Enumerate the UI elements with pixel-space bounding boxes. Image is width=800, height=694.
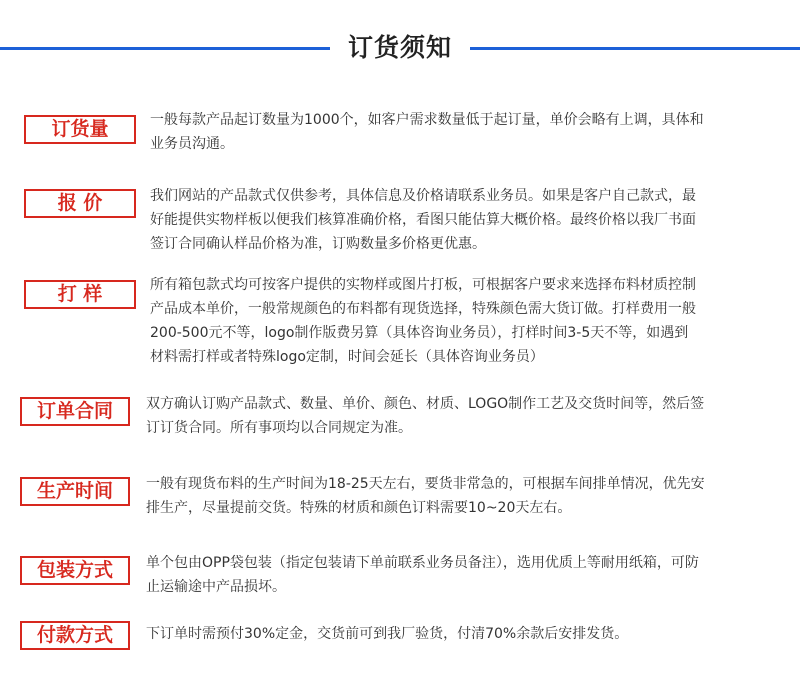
item-description <box>146 551 790 599</box>
item-description <box>150 273 790 369</box>
item-label: 订单合同 <box>20 397 130 426</box>
description-line: 双方确认订购产品款式、数量、单价、颜色、材质、LOGO制作工艺及交货时间等，然后签 <box>146 396 705 412</box>
section-header <box>0 28 800 68</box>
item-description <box>146 472 790 520</box>
description-line: 订订货合同。所有事项均以合同规定为准。 <box>146 420 412 436</box>
description-line: 好能提供实物样板以便我们核算准确价格，看图只能估算大概价格。最终价格以我厂书面 <box>150 212 696 228</box>
description-line: 一般有现货布料的生产时间为18-25天左右，要货非常急的，可根据车间排单情况，优先安 <box>146 476 705 492</box>
item-label: 打 样 <box>24 280 136 309</box>
description-line: 所有箱包款式均可按客户提供的实物样或图片打板，可根据客户要求来选择布料材质控制 <box>150 277 696 293</box>
item-label: 订货量 <box>24 115 136 144</box>
description-line: 单个包由OPP袋包装（指定包装请下单前联系业务员备注），选用优质上等耐用纸箱，可防 <box>146 555 699 571</box>
item-label: 生产时间 <box>20 477 130 506</box>
item-label: 付款方式 <box>20 621 130 650</box>
header-right-line <box>470 47 800 50</box>
item-label: 报 价 <box>24 189 136 218</box>
description-line: 止运输途中产品损坏。 <box>146 579 286 595</box>
description-line: 一般每款产品起订数量为1000个，如客户需求数量低于起订量，单价会略有上调，具体和 <box>150 112 704 128</box>
description-line: 下订单时需预付30%定金，交货前可到我厂验货，付清70%余款后安排发货。 <box>146 626 629 642</box>
item-description <box>150 108 790 156</box>
description-line: 产品成本单价，一般常规颜色的布料都有现货选择，特殊颜色需大货订做。打样费用一般 <box>150 301 696 317</box>
description-line: 我们网站的产品款式仅供参考，具体信息及价格请联系业务员。如果是客户自己款式，最 <box>150 188 696 204</box>
item-description <box>146 622 790 646</box>
description-line: 签订合同确认样品价格为准，订购数量多价格更优惠。 <box>150 236 486 252</box>
description-line: 排生产，尽量提前交货。特殊的材质和颜色订料需要10~20天左右。 <box>146 500 572 516</box>
item-description <box>150 184 790 256</box>
header-left-line <box>0 47 330 50</box>
description-line: 200-500元不等，logo制作版费另算（具体咨询业务员），打样时间3-5天不等，如遇到 <box>150 325 689 341</box>
description-line: 业务员沟通。 <box>150 136 234 152</box>
description-line: 材料需打样或者特殊logo定制，时间会延长（具体咨询业务员） <box>150 349 544 365</box>
page-title: 订货须知 <box>347 33 452 62</box>
item-description <box>146 392 790 440</box>
item-label: 包装方式 <box>20 556 130 585</box>
